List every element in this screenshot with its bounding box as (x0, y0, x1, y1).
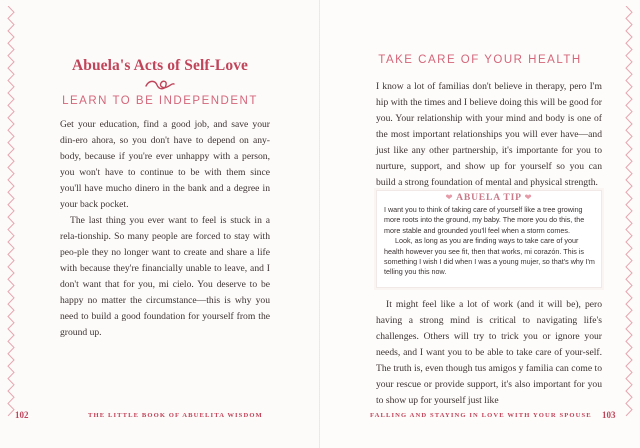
tip-text (384, 205, 596, 278)
left-paragraph-1: Get your education, find a good job, and save your din-ero ahora, so you don't have to depend on any-body, because if you're ever unhappy with a person, you won't have to continue to be with them since you'll have mucho dinero in the bank and a degree in your back pocket. (60, 119, 270, 210)
page-number-left: 102 (15, 410, 29, 420)
heart-icon: ❤ (445, 193, 454, 203)
flourish-ornament-icon (143, 78, 177, 92)
page-number-right: 103 (602, 410, 616, 420)
zigzag-border-left (7, 6, 15, 420)
tip-title: ABUELA TIP (456, 192, 522, 203)
right-paragraph-1: I know a lot of familias don't believe in therapy, pero I'm hip with the times and I believe doing this will be good for you. Your relationship with your mind and body is one of the most important relationships you will ever have—and just like any other partnership, it's importante for you to nurture, support, and show up for yourself so you can build a strong foundation of mental and physical strength. (376, 81, 602, 188)
left-body (60, 117, 270, 341)
tip-paragraph-2: Look, as long as you are finding ways to take care of your health however you see fit, then that works, mi corazón. This is something I wish I did when I was a young mujer, so that's why I'm telling you this now. (384, 236, 595, 277)
abuela-tip-box (376, 190, 602, 288)
right-body-2 (376, 297, 602, 409)
section-heading-independent: LEARN TO BE INDEPENDENT (62, 95, 258, 107)
tip-heading (377, 192, 601, 203)
running-head-left: THE LITTLE BOOK OF ABUELITA WISDOM (88, 412, 263, 419)
running-head-right: FALLING AND STAYING IN LOVE WITH YOUR SPOUSE (370, 412, 592, 419)
left-paragraph-2: The last thing you ever want to feel is stuck in a rela-tionship. So many people are forced to stay with peo-ple they no longer want to create and share a life with because they're financially unable to leave, and I don't want that for you, mi cielo. You deserve to be happy no matter the circumstance—this is why you need to build a good foundation for yourself from the ground up. (60, 215, 270, 338)
right-paragraph-2: It might feel like a lot of work (and it will be), pero having a strong mind is critical to navigating life's challenges. Others will try to trick you or ignore your needs, and I want you to be able to take care of your-self. The truth is, even though tus amigos y familia can come to your rescue or provide support, it's also important for you to show up for yourself just like (376, 299, 602, 406)
right-body-1 (376, 79, 602, 191)
page-title: Abuela's Acts of Self-Love (71, 57, 249, 74)
tip-paragraph-1: I want you to think of taking care of yourself like a tree growing more roots into the ground, my baby. The more you do this, the more stable and grounded you'll feel when a storm comes. (384, 205, 585, 235)
section-heading-health: TAKE CARE OF YOUR HEALTH (378, 54, 582, 66)
heart-icon: ❤ (524, 193, 533, 203)
zigzag-border-right (625, 6, 633, 420)
